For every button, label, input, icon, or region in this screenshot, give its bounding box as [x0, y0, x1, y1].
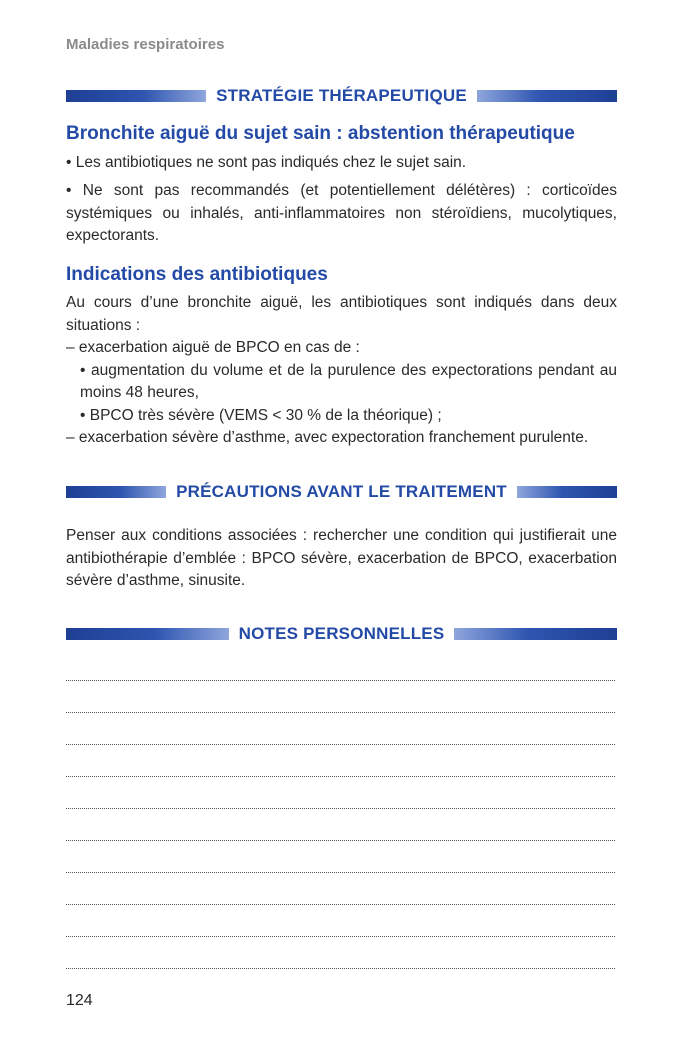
indication-item-asthme: – exacerbation sévère d’asthme, avec expectoration franchement purulente.: [66, 429, 589, 446]
decorative-bar-right: [517, 486, 617, 498]
indication-subitem-expectorations: • augmentation du volume et de la purulence des expectorations pendant au moins 48 heures,: [80, 361, 617, 401]
section-title: NOTES PERSONNELLES: [238, 624, 445, 643]
notes-line[interactable]: [66, 712, 615, 713]
decorative-bar-right: [454, 628, 617, 640]
bullet-non-recommandes: • Ne sont pas recommandés (et potentiellement délétères) : corticoïdes systémiques ou inhalés, anti-inflammatoires non stéroïdiens, mucolytiques, expectorants.: [66, 182, 617, 244]
notes-line[interactable]: [66, 872, 615, 873]
page: [66, 0, 617, 1047]
notes-line[interactable]: [66, 968, 615, 969]
indications-intro: Au cours d’une bronchite aiguë, les antibiotiques sont indiqués dans deux situations :: [66, 294, 617, 334]
decorative-bar-right: [477, 90, 617, 102]
notes-line[interactable]: [66, 936, 615, 937]
decorative-bar-left: [66, 628, 229, 640]
notes-line[interactable]: [66, 776, 615, 777]
decorative-bar-left: [66, 90, 206, 102]
indication-item-bpco: – exacerbation aiguë de BPCO en cas de :: [66, 339, 360, 356]
subheading-indications: Indications des antibiotiques: [66, 264, 328, 285]
section-header-strategie: [66, 85, 617, 107]
decorative-bar-left: [66, 486, 166, 498]
section-title: PRÉCAUTIONS AVANT LE TRAITEMENT: [176, 482, 507, 501]
precautions-text: Penser aux conditions associées : rechercher une condition qui justifierait une antibiothérapie d’emblée : BPCO sévère, exacerbation de BPCO, exacerbation sévère d’asthme, sinusite.: [66, 527, 617, 589]
running-head: Maladies respiratoires: [66, 36, 225, 53]
bullet-antibiotiques: • Les antibiotiques ne sont pas indiqués chez le sujet sain.: [66, 154, 467, 171]
notes-line[interactable]: [66, 680, 615, 681]
section-header-precautions: [66, 481, 617, 503]
notes-line[interactable]: [66, 904, 615, 905]
indication-subitem-vems: • BPCO très sévère (VEMS < 30 % de la théorique) ;: [80, 406, 442, 424]
notes-line[interactable]: [66, 744, 615, 745]
page-number: 124: [66, 992, 93, 1009]
notes-line[interactable]: [66, 808, 615, 809]
section-header-notes: [66, 623, 617, 645]
notes-line[interactable]: [66, 840, 615, 841]
indications-list: [66, 292, 617, 450]
subheading-bronchite: Bronchite aiguë du sujet sain : abstention thérapeutique: [66, 123, 575, 144]
section-title: STRATÉGIE THÉRAPEUTIQUE: [216, 86, 467, 105]
